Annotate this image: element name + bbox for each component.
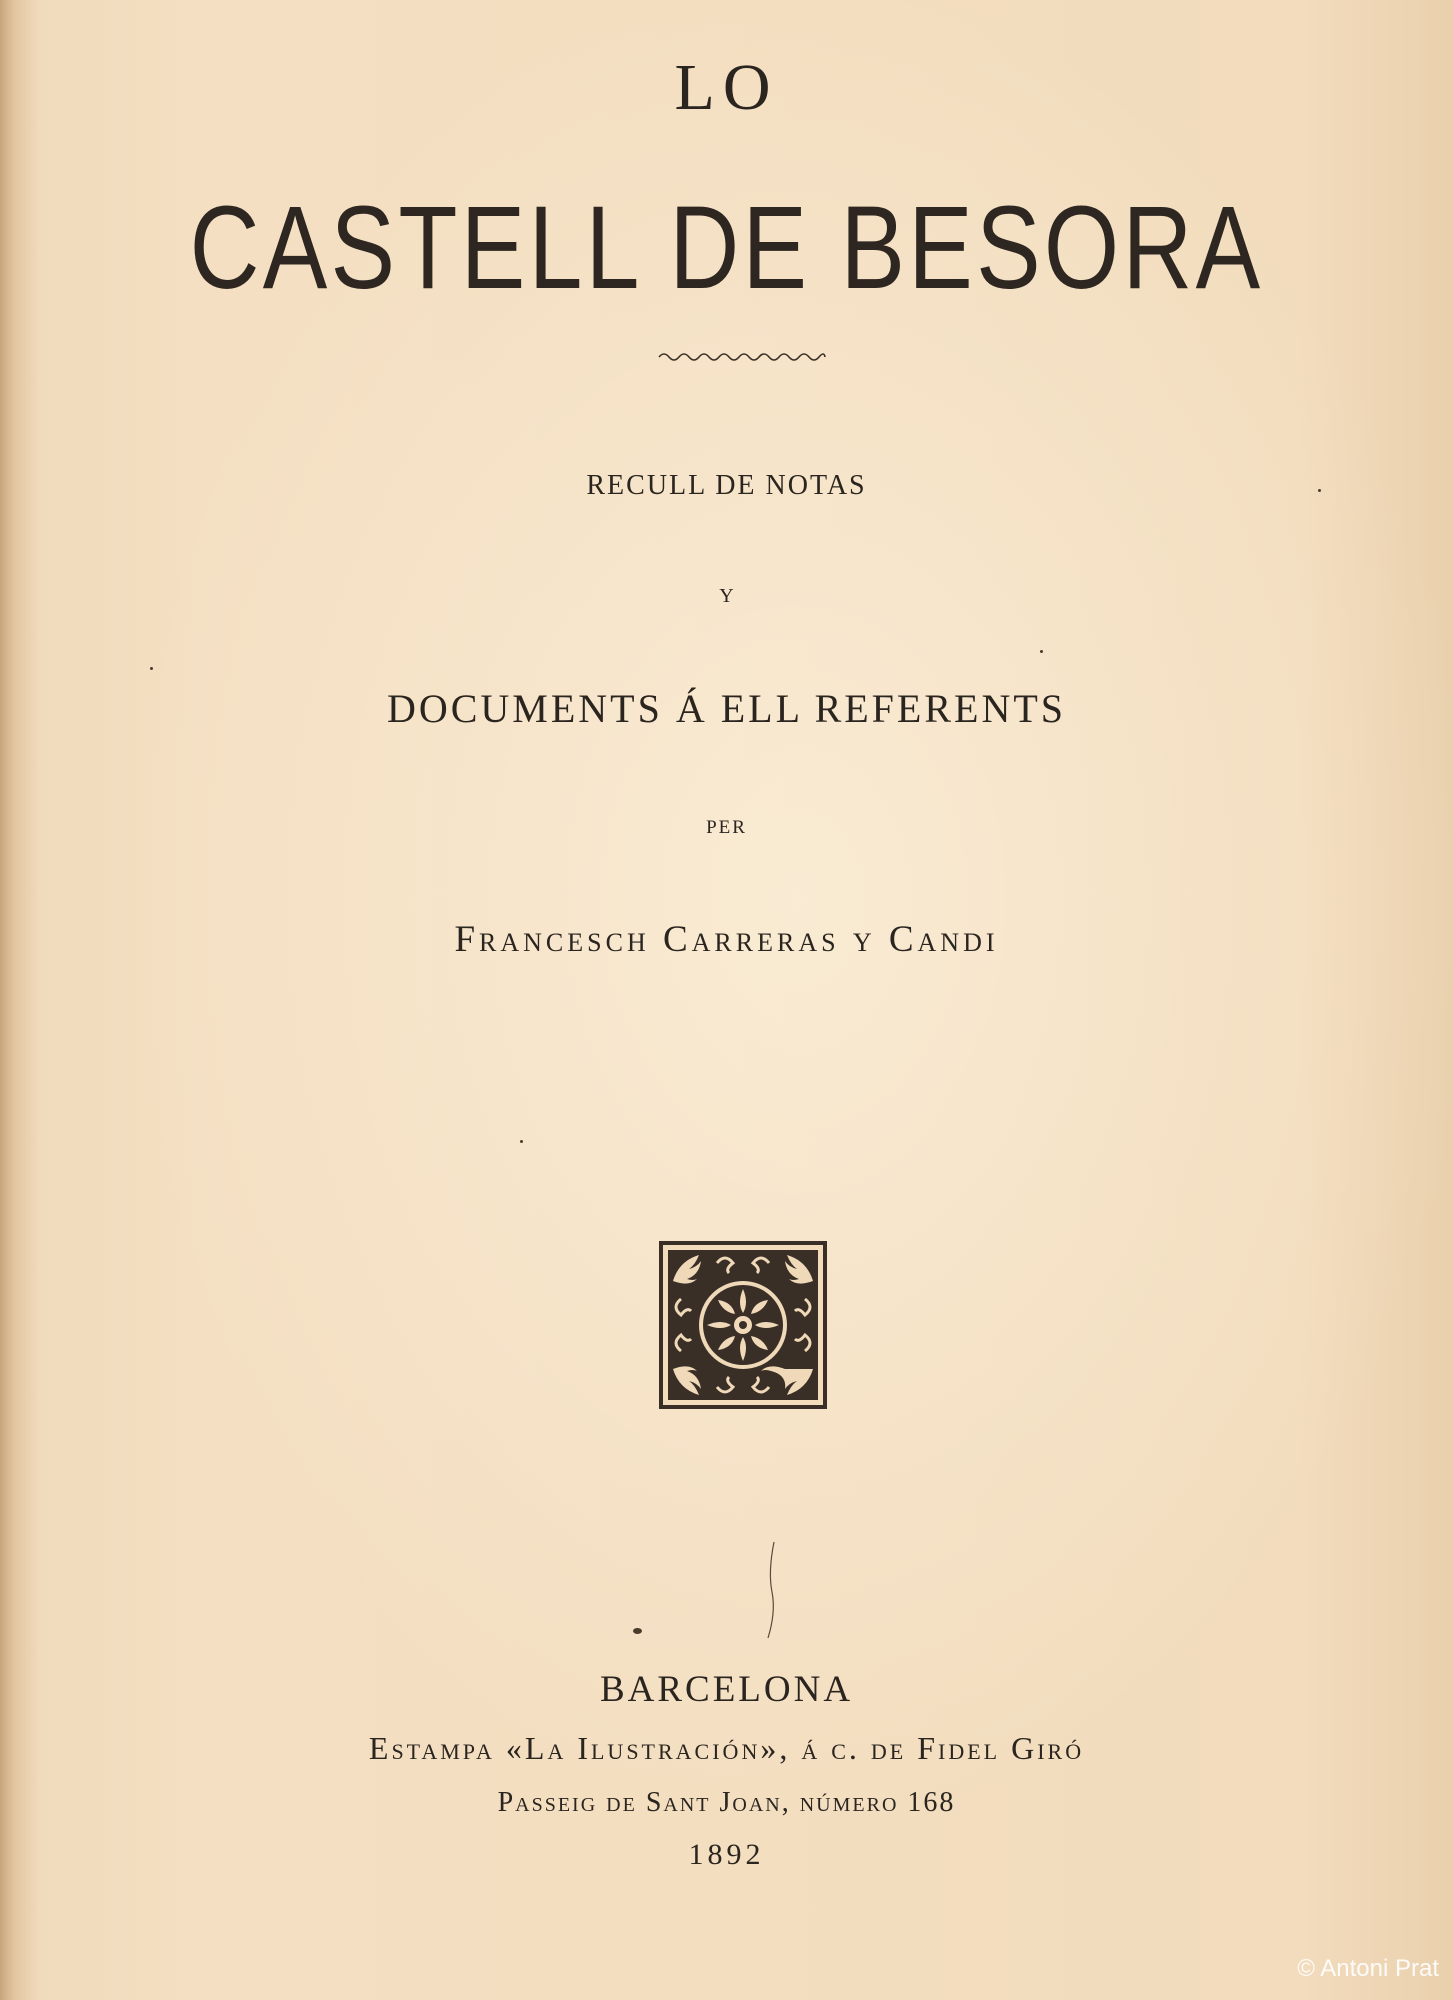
title-article: LO [674, 51, 779, 124]
paper-speck [1318, 489, 1321, 492]
author-name: Francesch Carreras y Candi [454, 919, 999, 960]
byline-label: PER [706, 817, 747, 838]
wavy-rule-ornament [657, 350, 827, 364]
imprint-city: BARCELONA [599, 1669, 854, 1710]
rosette-tile-emblem-icon [659, 1241, 827, 1409]
copyright-watermark: © Antoni Prat [1297, 1955, 1439, 1982]
paper-speck [520, 1140, 523, 1143]
paper-speck [150, 667, 153, 670]
conjunction: Y [719, 585, 734, 607]
paper-hair-mark [760, 1540, 780, 1640]
imprint-year: 1892 [688, 1838, 765, 1871]
subtitle-second: DOCUMENTS Á ELL REFERENTS [386, 686, 1067, 731]
book-title: CASTELL DE BESORA [189, 182, 1264, 314]
subtitle: RECULL DE NOTAS [586, 470, 867, 501]
imprint-address: Passeig de Sant Joan, número 168 [497, 1787, 956, 1818]
paper-speck [1040, 650, 1043, 653]
imprint-press: Estampa «La Ilustración», á c. de Fidel Giró [368, 1730, 1085, 1766]
paper-speck [633, 1628, 642, 1634]
